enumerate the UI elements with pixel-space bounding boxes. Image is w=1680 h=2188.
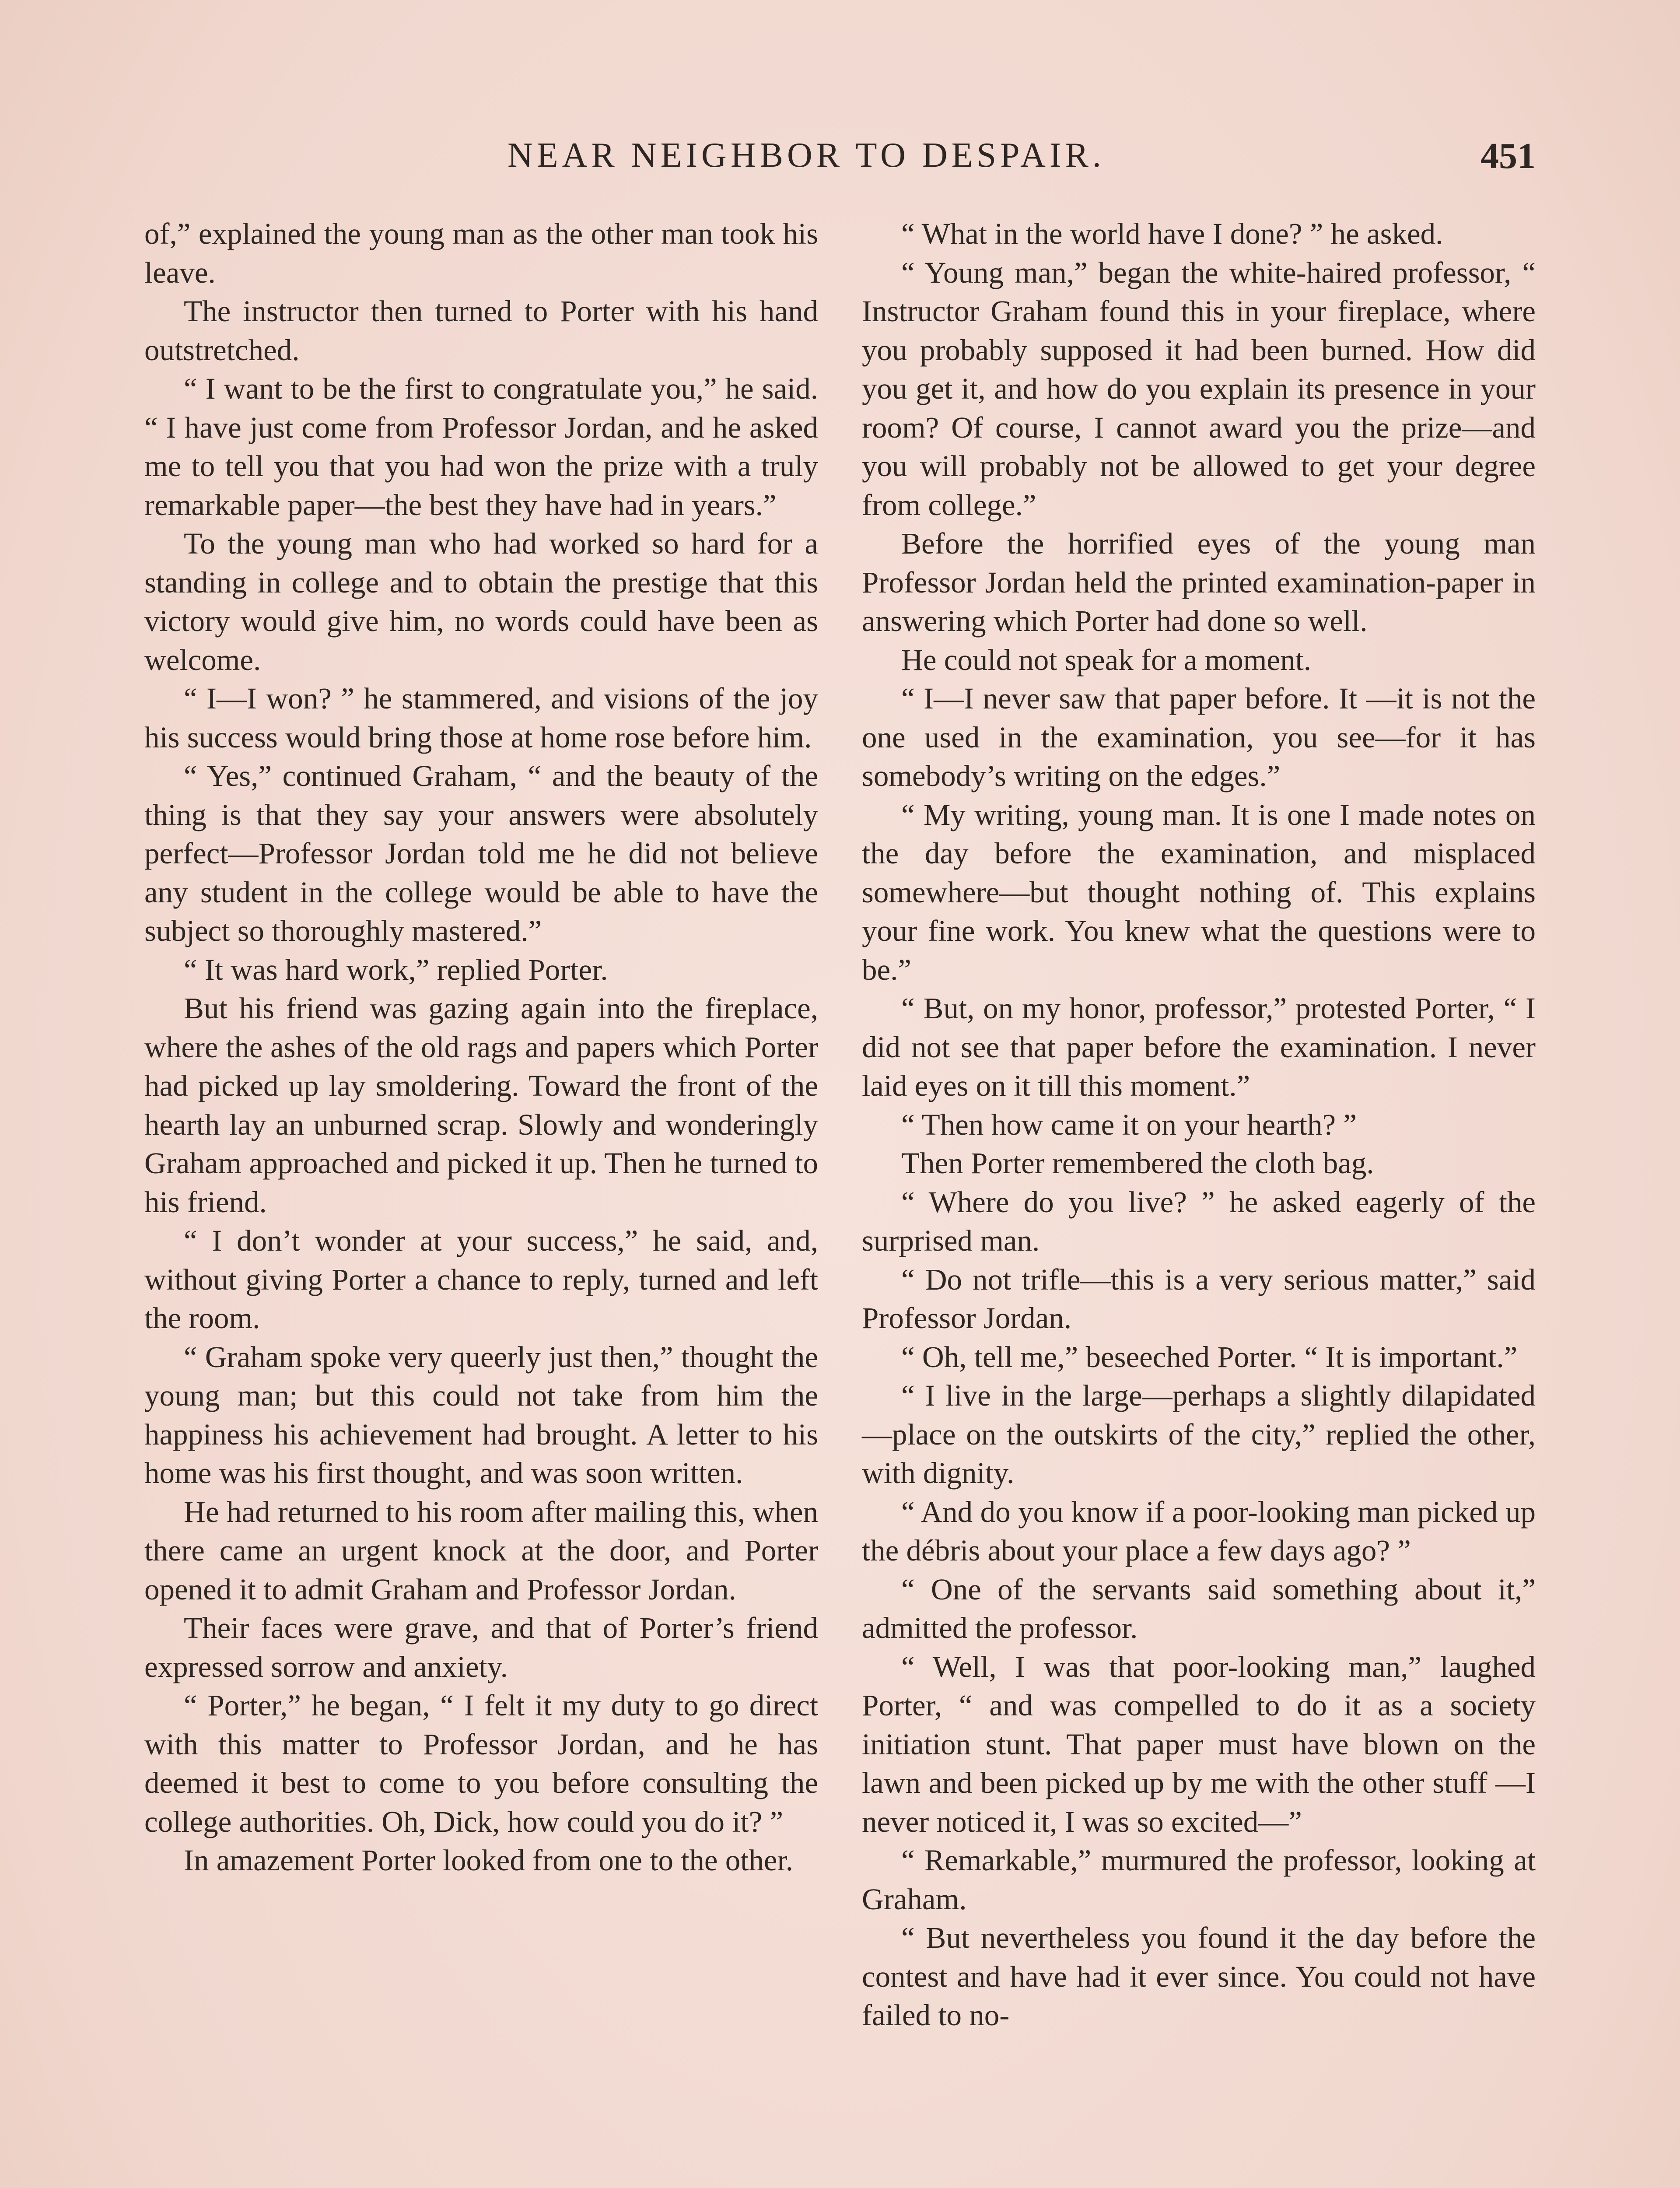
- paragraph: “ One of the servants said something about it,” admitted the professor.: [862, 1572, 1536, 1645]
- paragraph: of,” explained the young man as the other man took his leave.: [144, 217, 818, 289]
- paragraph: But his friend was gazing again into the fireplace, where the ashes of the old rags and papers which Porter had picked up lay smoldering. Toward the front of the hearth lay an unburned scrap. Slowly and wonderingly Graham approached and picked it up. Then he turned to his friend.: [144, 992, 818, 1219]
- paragraph: In amazement Porter looked from one to the other.: [184, 1844, 793, 1877]
- paragraph: “ But nevertheless you found it the day before the contest and have had it ever since. You could not have failed to no-: [862, 1921, 1536, 2032]
- paragraph: He had returned to his room after mailing this, when there came an urgent knock at the door, and Porter opened it to admit Graham and Professor Jordan.: [144, 1495, 818, 1606]
- paragraph: “ Porter,” he began, “ I felt it my duty to go direct with this matter to Professor Jordan, and he has deemed it best to come to you before consulting the college authorities. Oh, Dick, how could you do it? ”: [144, 1689, 818, 1838]
- paragraph: “ Do not trifle—this is a very serious matter,” said Professor Jordan.: [862, 1262, 1536, 1335]
- paragraph: “ But, on my honor, professor,” protested Porter, “ I did not see that paper before the examination. I never laid eyes on it till this moment.”: [862, 992, 1536, 1102]
- paragraph: “ It was hard work,” replied Porter.: [184, 953, 608, 986]
- paragraph: Before the horrified eyes of the young man Professor Jordan held the printed examination-paper in answering which Porter had done so well.: [862, 527, 1536, 638]
- paragraph: “ Yes,” continued Graham, “ and the beauty of the thing is that they say your answers were absolutely perfect—Professor Jordan told me he did not believe any student in the college would be able to have the subject so thoroughly mastered.”: [144, 759, 818, 947]
- paragraph: Their faces were grave, and that of Porter’s friend expressed sorrow and anxiety.: [144, 1611, 818, 1683]
- paragraph: “ I don’t wonder at your success,” he said, and, without giving Porter a chance to reply, turned and left the room.: [144, 1224, 818, 1335]
- paragraph: “ Young man,” began the white-haired professor, “ Instructor Graham found this in your fireplace, where you probably supposed it had been burned. How did you get it, and how do you explain its presence in your room? Of course, I cannot award you the prize—and you will probably not be allowed to get your degree from college.”: [862, 256, 1536, 522]
- paragraph: “ Oh, tell me,” beseeched Porter. “ It is important.”: [901, 1340, 1518, 1374]
- paragraph: “ I—I won? ” he stammered, and visions of the joy his success would bring those at home rose before him.: [144, 682, 818, 754]
- paragraph: “ And do you know if a poor-looking man picked up the débris about your place a few days ago? ”: [862, 1495, 1536, 1567]
- paragraph: “ Then how came it on your hearth? ”: [901, 1108, 1357, 1141]
- paragraph: “ My writing, young man. It is one I made notes on the day before the examination, and misplaced somewhere—but thought nothing of. This explains your fine work. You knew what the questions were to be.”: [862, 798, 1536, 986]
- paragraph: “ What in the world have I done? ” he asked.: [901, 217, 1443, 250]
- page-header: [144, 131, 1536, 184]
- paragraph: “ I live in the large—perhaps a slightly dilapidated—place on the outskirts of the city,” replied the other, with dignity.: [862, 1379, 1536, 1490]
- paragraph: He could not speak for a moment.: [901, 643, 1311, 677]
- text-columns: [144, 214, 1536, 2188]
- paragraph: “ I want to be the first to congratulate you,” he said. “ I have just come from Professor Jordan, and he asked me to tell you that you had won the prize with a truly remarkable paper—the best they have had in years.”: [144, 372, 818, 522]
- right-column: [862, 214, 1536, 2035]
- paragraph: “ Graham spoke very queerly just then,” thought the young man; but this could not take from him the happiness his achievement had brought. A letter to his home was his first thought, and was soon written.: [144, 1340, 818, 1490]
- paragraph: The instructor then turned to Porter with his hand outstretched.: [144, 295, 818, 367]
- paragraph: To the young man who had worked so hard for a standing in college and to obtain the prestige that this victory would give him, no words could have been as welcome.: [144, 527, 818, 677]
- running-title: NEAR NEIGHBOR TO DESPAIR.: [508, 136, 1105, 175]
- paragraph: Then Porter remembered the cloth bag.: [901, 1147, 1374, 1180]
- paragraph: “ Where do you live? ” he asked eagerly of the surprised man.: [862, 1185, 1536, 1257]
- page-number: 451: [1480, 136, 1536, 176]
- left-column: [144, 214, 818, 1880]
- paragraph: “ Remarkable,” murmured the professor, looking at Graham.: [862, 1844, 1536, 1916]
- paragraph: “ Well, I was that poor-looking man,” laughed Porter, “ and was compelled to do it as a society initiation stunt. That paper must have blown on the lawn and been picked up by me with the other stuff —I never noticed it, I was so excited—”: [862, 1650, 1536, 1838]
- paragraph: “ I—I never saw that paper before. It —it is not the one used in the examination, you see—for it has somebody’s writing on the edges.”: [862, 682, 1536, 792]
